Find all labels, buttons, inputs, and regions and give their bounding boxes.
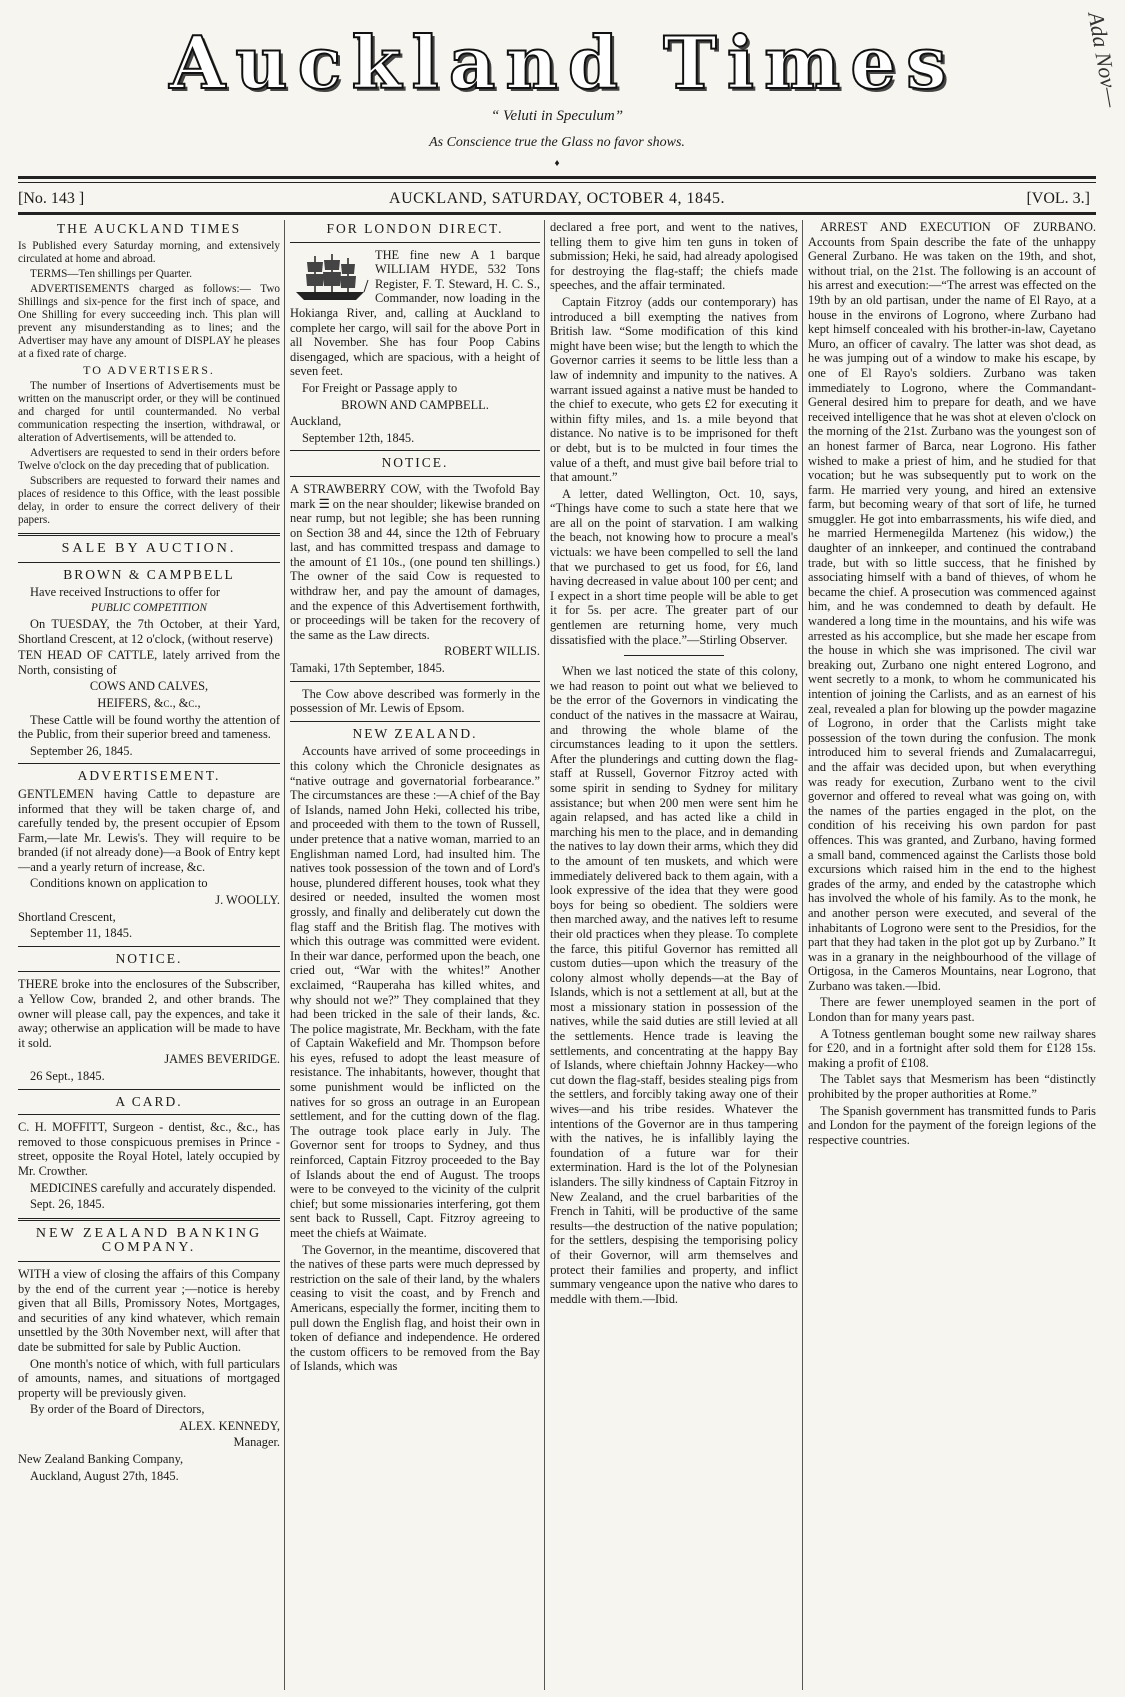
paragraph: COWS AND CALVES, [89,679,209,694]
paragraph: Is Published every Saturday morning, and extensively circulated at home and abroad. [18,239,280,265]
divider [290,476,540,477]
divider [18,562,280,563]
masthead [98,18,1028,108]
paragraph: GENTLEMEN having Cattle to depasture are informed that they will be taken charge of, and carefully tended by, the present occupier of Epsom Farm,—late Mr. Lewis's. They will require to be branded (if not already done)—a Book of Entry kept—and a yearly return of increase, &c. [18,786,280,874]
divider [18,1218,280,1221]
paragraph: WITH a view of closing the affairs of this Company by the end of the current year ;—notice is hereby given that all Bills, Promissory Notes, Mortgages, and securities of any kind whatever, which remain unsettled by the 30th November next, will after that date be submitted for sale by Public Auction. [18,1266,280,1354]
heading-advertisement: ADVERTISEMENT. [77,768,221,784]
dateline [18,190,1096,214]
column-rule-2 [544,220,545,1690]
heading-notice: NOTICE. [115,950,183,966]
paragraph: PUBLIC COMPETITION [91,601,207,614]
paragraph: Have received Instructions to offer for [30,585,221,600]
heading-new-zealand: NEW ZEALAND. [352,725,478,741]
divider [290,242,540,243]
divider [18,763,280,764]
column-1 [18,220,280,1690]
paragraph: For Freight or Passage apply to [302,380,458,395]
dateline-text: September 26, 1845. [30,743,133,758]
paragraph: The number of Insertions of Advertisements must be written on the manuscript order, or they will be continued and charged for until countermanded. No verbal communication respecting the insertion, withdrawal, or alteration of Advertisements, will be attended to. [18,380,280,445]
paragraph: C. H. MOFFITT, Surgeon - dentist, &c., &c., has removed to those conspicuous premises in Prince - street, opposite the Royal Hotel, lately occupied by Mr. Crowther. [18,1120,280,1178]
dateline-text: Sept. 26, 1845. [30,1197,105,1212]
heading-card: A CARD. [115,1093,183,1109]
paragraph: ARREST AND EXECUTION OF ZURBANO. Accounts from Spain describe the fate of the unhappy General Zurbano. He was taken on the 19th, and shot, without trial, on the 21st. The following is an account of his arrest and execution:—“The arrest was effected on the 19th by an old partisan, under the name of El Rayo, at a house in the environs of Logrono, where Zurbano had kept himself concealed with his brother-in-law, Cayetano Muro, an officer of cavalry. The latter was shot dead, as he was jumping out of a window to make his escape, by one of El Rayo's soldiers. Zurbano was taken immediately to Logrono, where the Commandant-General desired him to prepare for death, and we have received intelligence that he was shot at eleven o'clock on the morning of the 21st. Zurbano was the youngest son of an honest farmer of Barca, near Logrono. His father wished to make a priest of him, and he studied for that vocation; but he was subsequently put to work on the farm. He married very young, and hired an extensive farm, but becoming weary of that sort of life, he turned smuggler. He got into embarrassments, his wife died, and he married Hermenegilda Martenez (his widow,) the daughter of an innkeeper, and continued the contraband trade, but with so little success, that he finished by associating himself with a band of thieves, of whom he became the chief. A prosecution was commenced against him, and he was condemned to death by default. He wandered a long time in the mountains, and his wife was arrested as his accomplice, but she made her escape from the house in which she was imprisoned. The civil war breaking out, Zurbano one night entered Logrono, and went secretly to a monk, to whom he communicated his intention of joining the Carlists, and as an earnest of his zeal, revealed a plan for blowing up the powder magazine of Logrono, in order that the Carlists might take possession of the town during the confusion. The monk introduced him to several friends and Zumalacarregui, and the affair was decided upon, but when everything was ready for execution, Zurbano went to the civil governor and offered to reveal what was going on, with the names of the parties engaged in the plot, on the condition of his receiving his own pardon for past offences. This was granted, and Zurbano, having formed a small band, commenced against the Carlists those bold excursions which raised him in the end to the highest grades of the army, and ended by the catastrophe which has involved the whole of his family. As to the monk, he and another person were executed, and several of the inhabitants of Logrono were sent to the Presidios, for the part that they had taken in the plot got up by Zurbano.” It was in a granary in the neighbourhood of the village of Ortigosa, in the Cameros Mountains, near Logrono, that Zurbano was taken.—Ibid. [808,220,1096,993]
paragraph: declared a free port, and went to the natives, telling them to give him ten guns in token of submission; Heki, he said, had already apologised for destroying the flag-staff; the chiefs made speeches, and the affair terminated. [550,220,798,293]
paragraph: There are fewer unemployed seamen in the port of London than for many years past. [808,995,1096,1025]
heading-banking-company: NEW ZEALAND BANKING COMPANY. [35,1225,263,1256]
paragraph: THERE broke into the enclosures of the Subscriber, a Yellow Cow, branded 2, and other brands. The owner will please call, pay the expences, and take it away; otherwise an application will be made to have it sold. [18,977,280,1050]
dateline-text: Auckland, August 27th, 1845. [30,1468,179,1483]
divider [18,1089,280,1090]
masthead-title: Auckland Times [169,20,957,105]
divider [290,721,540,722]
paragraph: Captain Fitzroy (adds our contemporary) has introduced a bill exempting the natives from British law. “Some modification of this kind might have been wise; but the length to which the Governor carries it seems to be little less than a law of indemnity and impunity to the natives. A warrant issued against a native must be handed to the chief to execute, who gets £2 for executing it within fifty miles, and 1s. a mile beyond that distance. No native is to be imprisoned for theft or debt, but is to be mulcted in four times the value of a theft, and must give bail before trial to that amount.” [550,294,798,485]
heading-auckland-times: THE AUCKLAND TIMES [56,221,242,236]
paragraph: TERMS—Ten shillings per Quarter. [30,267,193,280]
paragraph: These Cattle will be found worthy the attention of the Public, from their superior breed and tameness. [18,712,280,742]
masthead-rule-thin [18,182,1096,183]
signature: JAMES BEVERIDGE. [164,1052,280,1067]
column-4 [808,220,1096,1690]
auctioneer-name: BROWN & CAMPBELL [63,566,235,582]
paragraph: TEN HEAD OF CATTLE, lately arrived from the North, consisting of [18,648,280,677]
handwritten-note: Ada Nov— [1083,10,1125,109]
dateline-text: 26 Sept., 1845. [30,1069,105,1083]
signature-role: Manager. [233,1435,280,1450]
divider [18,1261,280,1262]
paragraph: A Totness gentleman bought some new railway shares for £20, and in a fortnight after sold them for £128 15s. making a profit of £108. [808,1026,1096,1070]
heading-for-london: FOR LONDON DIRECT. [326,221,504,236]
column-rule-3 [802,220,803,1690]
paragraph: Advertisers are requested to send in their orders before Twelve o'clock on the day preceding that of publication. [18,447,280,473]
signature: J. WOOLLY. [215,893,280,908]
column-2 [290,220,540,1690]
paragraph: When we last noticed the state of this colony, we had reason to point out what we believed to be the error of the Governors in vindicating the conduct of the natives in the massacre at Wairau, and throwing the whole blame of the circumstances leading to it upon the settlers. After the plunderings and cutting down the flag-staff at Russell, Governor Fitzroy acted with some spirit in sending to Sydney for military assistance; but when 200 men were sent him he again relapsed, and has acted like a child in marching his men to the place, and in demanding the natives to lay down their arms, which they did to the amount of ten muskets, and which were immediately delivered back to them again, with a look expressive of the idea that they were good boys for being so obedient. The soldiers were then marched away, and the natives left to resume their old practices when they please. To complete the farce, this pitiful Governor has remitted all custom duties—upon which the treasury of the colony almost wholly depends—at the Bay of Islands, which is not a settlement at all, but at the most a missionary station in possession of the natives, while the said duties are still levied at all the settlements. Hence trade is leaving the settlements, and concentrating at the happy Bay of Islands, where chieftain Johnny Hackey—who cut down the flag-staff, besides stealing pigs from the settlers, and forcibly taking away one of their wives—and his tribe resides. Whatever the intentions of the Governor are in thus tampering with the natives, he is infallibly laying the foundation of a future war for their extermination. Hard is the lot of the Polynesian islanders. The silly kindness of Captain Fitzroy in New Zealand, and the cruel barbarities of the French in Tahiti, will be productive of the same results—the destruction of the native population; for the settlers, despising the temporising policy of their Governor, will arm themselves and protect their families and property, and inflict summary vengeance upon the native who dares to meddle with them.—Ibid. [550,664,798,1306]
dateline-text: September 12th, 1845. [302,430,415,445]
paragraph: The Cow above described was formerly in the possession of Mr. Lewis of Epsom. [290,686,540,716]
masthead-ornament: ♦ [554,158,560,169]
signature: BROWN AND CAMPBELL. [341,397,489,412]
heading-sale-by-auction: SALE BY AUCTION. [61,541,237,557]
masthead-rule [18,176,1096,179]
paragraph: Conditions known on application to [30,876,208,891]
volume-number: [VOL. 3.] [1026,190,1090,207]
paragraph: One month's notice of which, with full particulars of amounts, names, and situations of mortgaged property will be previously given. [18,1356,280,1400]
place-text: Auckland, [290,414,342,429]
issue-date: AUCKLAND, SATURDAY, OCTOBER 4, 1845. [389,190,725,207]
paragraph: MEDICINES carefully and accurately dispended. [30,1180,277,1195]
paragraph: ADVERTISEMENTS charged as follows:— Two Shillings and six-pence for the first inch of space, and One Shilling for every succeeding inch. This plan will prevent any misunderstanding as to lines; and the Advertiser may have any amount of DISPLAY he pleases at a fixed rate of charge. [18,282,280,360]
column-rule-1 [284,220,285,1690]
heading-to-advertisers: TO ADVERTISERS. [83,362,215,377]
paragraph: The Governor, in the meantime, discovered that the natives of these parts were much depressed by restriction on the sale of their land, by the whalers ceasing to visit the coast, and by French and Americans, especially the former, inciting them to pull down the English flag, and hoist their own in token of defiance and independence. He ordered the custom officers to be removed from the Bay of Islands, which was [290,1242,540,1374]
place-text: New Zealand Banking Company, [18,1452,184,1467]
paragraph: By order of the Board of Directors, [30,1402,205,1417]
masthead-motto-2: As Conscience true the Glass no favor shows. [429,135,685,150]
issue-number: [No. 143 ] [18,190,85,207]
divider [290,450,540,451]
dateline-rule [18,212,1096,215]
divider [290,681,540,682]
paragraph: Subscribers are requested to forward their names and places of residence to this Office, with the least possible delay, in order to ensure the correct delivery of their papers. [18,475,280,527]
paragraph: THE fine new A 1 barque WILLIAM HYDE, 532 Tons Register, F. T. Steward, H. C. S., Commander, now loading in the Hokianga River, and, calling at Auckland to complete her cargo, will sail for the above Port in all November. She has four Poop Cabins disengaged, which are spacious, with a height of seven feet. [290,247,540,379]
paragraph: Accounts have arrived of some proceedings in this colony which the Chronicle designates as “native outrage and governatorial forbearance.” The circumstances are these :—A chief of the Bay of Islands, named John Heki, collected his tribe, and proceeded with them to the town of Russell, under pretence that a native woman, married to an Englishman named Lord, had insulted him. The natives took possession of the town and of Lord's house, plundered different houses, took what they desired or needed, insulted the women most grossly, and finally and deliberately cut down the flag staff and the British flag. The motives with which this outrage was committed were evident. In their war dance, performed upon the beach, one cried out, “War with the whites!” Another exclaimed, “Rauperaha has killed whites, and why should not we?” They complained that they had been tricked in the sale of their lands, &c. The police magistrate, Mr. Beckham, with the fate of Captain Wakefield and Mr. Thompson before his eyes, refused to adopt the least measure of resistance. The inhabitants, however, thought that some punishment would be inflicted on the natives for so gross an outrage in an European settlement, and for the cutting down of the flag. The outrage took place early in July. The Governor sent for troops to Sydney, and thus reinforced, Captain Fitzroy proceeded to the Bay of Islands about the end of August. The troops were to be conveyed to the vicinity of the culprit chief; but some missionaries interfering, got them sent back to Russell, Capt. Fitzroy agreeing to meet the chiefs at Waimate. [290,744,540,1240]
paragraph: The Tablet says that Mesmerism has been “distinctly prohibited by the proper authorities at Rome.” [808,1072,1096,1102]
divider [18,533,280,536]
paragraph: A letter, dated Wellington, Oct. 10, says, “Things have come to such a state here that we are all on the point of starvation. I am walking the beach, not knowing how to procure a meal's victuals: we have been compelled to sell the land that we purchased to get us food, for £6, land having decreased in value about 100 per cent; and I expect in a short time people will be able to get it for 5s. per acre. The greater part of our gentlemen are returning home, very much dissatisfied with the place.”—Stirling Observer. [550,486,798,647]
divider [18,971,280,972]
newspaper-page [18,0,1125,1697]
paragraph: HEIFERS, &c., &c., [97,695,201,710]
divider [18,1114,280,1115]
signature: ROBERT WILLIS. [444,644,540,659]
paragraph: The Spanish government has transmitted funds to Paris and London for the payment of the foreign legions of the respective countries. [808,1103,1096,1147]
ship-icon [290,250,370,304]
masthead-motto: “ Veluti in Speculum” [490,108,624,124]
divider [624,655,723,656]
heading-notice: NOTICE. [381,455,449,471]
dateline-text: Tamaki, 17th September, 1845. [290,661,445,676]
paragraph: A STRAWBERRY COW, with the Twofold Bay mark ☰ on the near shoulder; likewise branded on near rump, but not legible; she has been running on Section 38 and 44, since the 12th of February last, and has committed trespass and damage to the amount of £1 10s., (one pound ten shillings.) The owner of the said Cow is requested to withdraw her, and pay the amount of damages, and the expence of this Advertisement forthwith, or proceedings will be taken for the recovery of the same as the Law directs. [290,481,540,642]
paragraph: On TUESDAY, the 7th October, at their Yard, Shortland Crescent, at 12 o'clock, (without reserve) [18,616,280,646]
column-3 [550,220,798,1690]
place-text: Shortland Crescent, [18,909,116,924]
dateline-text: September 11, 1845. [30,926,133,941]
signature: ALEX. KENNEDY, [179,1418,280,1433]
divider [18,946,280,947]
